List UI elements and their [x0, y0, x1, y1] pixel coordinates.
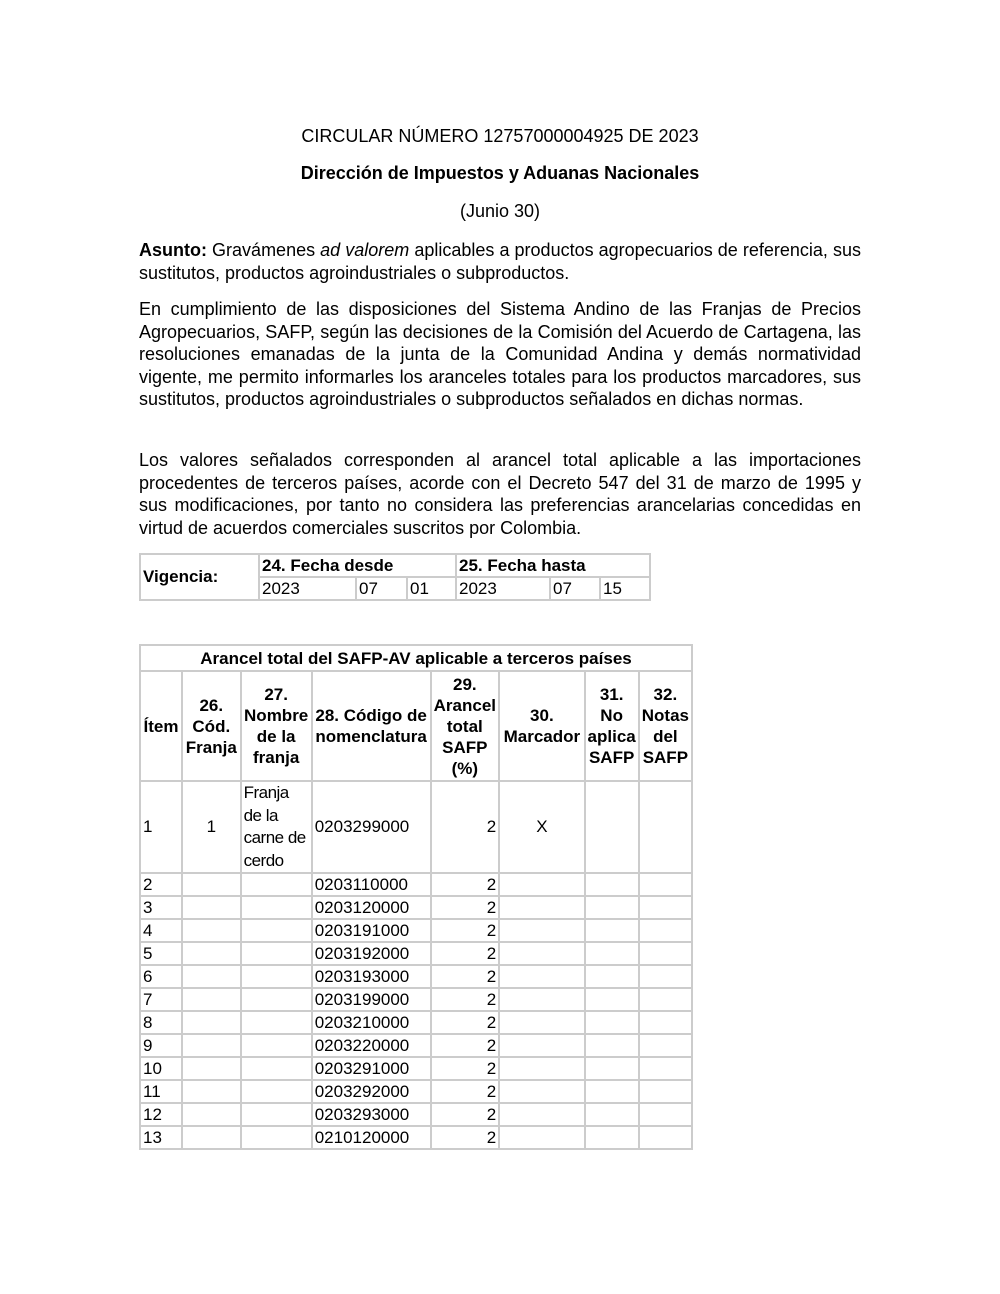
cell-codigo: 0203192000: [312, 942, 431, 965]
cell-notas: [639, 1057, 692, 1080]
cell-nombre-franja: [241, 942, 312, 965]
cell-item: 5: [140, 942, 182, 965]
cell-no-aplica: [585, 965, 639, 988]
cell-nombre-franja: [241, 1126, 312, 1149]
cell-cod-franja: [182, 1103, 241, 1126]
cell-cod-franja: [182, 965, 241, 988]
cell-codigo: 0203292000: [312, 1080, 431, 1103]
cell-item: 2: [140, 873, 182, 896]
cell-nombre-franja: [241, 919, 312, 942]
cell-nombre-franja: [241, 1057, 312, 1080]
cell-cod-franja: 1: [182, 781, 241, 873]
cell-no-aplica: [585, 919, 639, 942]
cell-nombre-franja: [241, 988, 312, 1011]
cell-codigo: 0203199000: [312, 988, 431, 1011]
header-nombre-franja: 27. Nombre de la franja: [241, 671, 312, 781]
cell-marcador: [499, 942, 584, 965]
cell-codigo: 0203120000: [312, 896, 431, 919]
cell-arancel: 2: [431, 873, 500, 896]
header-notas: 32. Notas del SAFP: [639, 671, 692, 781]
cell-no-aplica: [585, 1057, 639, 1080]
cell-cod-franja: [182, 1126, 241, 1149]
cell-codigo: 0203291000: [312, 1057, 431, 1080]
header-cod-franja: 26. Cód. Franja: [182, 671, 241, 781]
asunto-pre: Gravámenes: [206, 240, 321, 260]
cell-notas: [639, 1034, 692, 1057]
cell-item: 12: [140, 1103, 182, 1126]
cell-nombre-franja: [241, 1103, 312, 1126]
cell-no-aplica: [585, 873, 639, 896]
cell-nombre-franja: [241, 1080, 312, 1103]
entity-name: Dirección de Impuestos y Aduanas Nacionales: [300, 163, 700, 183]
cell-arancel: 2: [431, 988, 500, 1011]
table-row: [140, 1126, 692, 1149]
asunto-paragraph: [139, 239, 861, 284]
cell-item: 8: [140, 1011, 182, 1034]
cell-marcador: [499, 1057, 584, 1080]
asunto-italic: ad valorem: [320, 240, 410, 260]
cell-codigo: 0203220000: [312, 1034, 431, 1057]
cell-arancel: 2: [431, 1080, 500, 1103]
cell-item: 1: [140, 781, 182, 873]
arancel-table-caption: Arancel total del SAFP-AV aplicable a terceros países: [140, 645, 692, 671]
cell-no-aplica: [585, 896, 639, 919]
cell-marcador: [499, 1080, 584, 1103]
cell-marcador: [499, 873, 584, 896]
cell-marcador: [499, 1103, 584, 1126]
cell-item: 4: [140, 919, 182, 942]
cell-nombre-franja: [241, 873, 312, 896]
cell-nombre-franja: [241, 965, 312, 988]
cell-marcador: [499, 1011, 584, 1034]
table-row: [140, 1080, 692, 1103]
cell-cod-franja: [182, 896, 241, 919]
cell-notas: [639, 781, 692, 873]
cell-codigo: 0203193000: [312, 965, 431, 988]
table-row: [140, 1057, 692, 1080]
cell-no-aplica: [585, 1080, 639, 1103]
cell-arancel: 2: [431, 781, 500, 873]
cell-cod-franja: [182, 1057, 241, 1080]
cell-notas: [639, 988, 692, 1011]
header-item: Ítem: [140, 671, 182, 781]
cell-marcador: [499, 919, 584, 942]
cell-no-aplica: [585, 1103, 639, 1126]
cell-marcador: [499, 896, 584, 919]
cell-item: 6: [140, 965, 182, 988]
arancel-table-body: [140, 781, 692, 1149]
table-row: [140, 1103, 692, 1126]
fecha-desde-label: 24. Fecha desde: [259, 554, 456, 577]
cell-nombre-franja: Franja de la carne de cerdo: [241, 781, 312, 873]
cell-item: 7: [140, 988, 182, 1011]
cell-arancel: 2: [431, 896, 500, 919]
cell-codigo: 0203191000: [312, 919, 431, 942]
cell-no-aplica: [585, 1034, 639, 1057]
cell-marcador: [499, 1126, 584, 1149]
cell-codigo: 0210120000: [312, 1126, 431, 1149]
cell-notas: [639, 942, 692, 965]
cell-marcador: [499, 1034, 584, 1057]
desde-year: 2023: [259, 577, 356, 600]
hasta-year: 2023: [456, 577, 550, 600]
cell-codigo: 0203299000: [312, 781, 431, 873]
cell-no-aplica: [585, 781, 639, 873]
desde-month: 07: [356, 577, 407, 600]
vigencia-label: Vigencia:: [140, 554, 259, 600]
cell-cod-franja: [182, 873, 241, 896]
cell-cod-franja: [182, 942, 241, 965]
asunto-post: aplicables a productos agropecuarios de referencia, sus sustitutos, productos agroindustriales o subproductos.: [139, 240, 862, 283]
cell-arancel: 2: [431, 965, 500, 988]
arancel-table: [139, 644, 693, 1150]
cell-nombre-franja: [241, 896, 312, 919]
cell-notas: [639, 919, 692, 942]
table-row: [140, 1011, 692, 1034]
cell-codigo: 0203293000: [312, 1103, 431, 1126]
cell-notas: [639, 1011, 692, 1034]
cell-cod-franja: [182, 988, 241, 1011]
cell-no-aplica: [585, 942, 639, 965]
cell-notas: [639, 873, 692, 896]
fecha-hasta-label: 25. Fecha hasta: [456, 554, 650, 577]
table-row: [140, 896, 692, 919]
cell-no-aplica: [585, 988, 639, 1011]
cell-arancel: 2: [431, 942, 500, 965]
cell-arancel: 2: [431, 1034, 500, 1057]
circular-date: (Junio 30): [459, 201, 541, 221]
cell-notas: [639, 896, 692, 919]
paragraph-valores: Los valores señalados corresponden al arancel total aplicable a las importaciones procedentes de terceros países, acorde con el Decreto 547 del 31 de marzo de 1995 y sus modificaciones, por tanto no considera las preferencias arancelarias concedidas en virtud de acuerdos comerciales suscritos por Colombia.: [139, 450, 861, 538]
cell-arancel: 2: [431, 1103, 500, 1126]
cell-item: 10: [140, 1057, 182, 1080]
cell-no-aplica: [585, 1011, 639, 1034]
cell-arancel: 2: [431, 1011, 500, 1034]
cell-arancel: 2: [431, 919, 500, 942]
table-row: [140, 919, 692, 942]
cell-arancel: 2: [431, 1057, 500, 1080]
cell-notas: [639, 1103, 692, 1126]
table-row: [140, 873, 692, 896]
cell-nombre-franja: [241, 1011, 312, 1034]
cell-notas: [639, 1126, 692, 1149]
cell-cod-franja: [182, 919, 241, 942]
asunto-label: Asunto:: [139, 240, 207, 260]
header-arancel: 29. Arancel total SAFP (%): [431, 671, 500, 781]
table-row: [140, 1034, 692, 1057]
cell-nombre-franja: [241, 1034, 312, 1057]
cell-notas: [639, 1080, 692, 1103]
table-row: [140, 988, 692, 1011]
circular-title: CIRCULAR NÚMERO 12757000004925 DE 2023: [301, 126, 699, 146]
cell-marcador: X: [499, 781, 584, 873]
cell-cod-franja: [182, 1080, 241, 1103]
paragraph-cumplimiento: En cumplimiento de las disposiciones del Sistema Andino de las Franjas de Precios Agropecuarios, SAFP, según las decisiones de la Comisión del Acuerdo de Cartagena, las resoluciones emanadas de la junta de la Comunidad Andina y demás normatividad vigente, me permito informarles los aranceles totales para los productos marcadores, sus sustitutos, productos agroindustriales o subproductos señalados en dichas normas.: [139, 299, 861, 409]
hasta-day: 15: [600, 577, 650, 600]
cell-marcador: [499, 988, 584, 1011]
cell-no-aplica: [585, 1126, 639, 1149]
table-row: [140, 781, 692, 873]
cell-cod-franja: [182, 1011, 241, 1034]
header-marcador: 30. Marcador: [499, 671, 584, 781]
cell-item: 13: [140, 1126, 182, 1149]
desde-day: 01: [407, 577, 456, 600]
hasta-month: 07: [550, 577, 600, 600]
cell-cod-franja: [182, 1034, 241, 1057]
cell-item: 3: [140, 896, 182, 919]
header-no-aplica: 31. No aplica SAFP: [585, 671, 639, 781]
cell-codigo: 0203210000: [312, 1011, 431, 1034]
table-row: [140, 965, 692, 988]
header-codigo-nomenclatura: 28. Código de nomenclatura: [312, 671, 431, 781]
cell-codigo: 0203110000: [312, 873, 431, 896]
cell-arancel: 2: [431, 1126, 500, 1149]
vigencia-table: [139, 553, 651, 601]
cell-item: 11: [140, 1080, 182, 1103]
table-row: [140, 942, 692, 965]
cell-item: 9: [140, 1034, 182, 1057]
cell-marcador: [499, 965, 584, 988]
cell-notas: [639, 965, 692, 988]
